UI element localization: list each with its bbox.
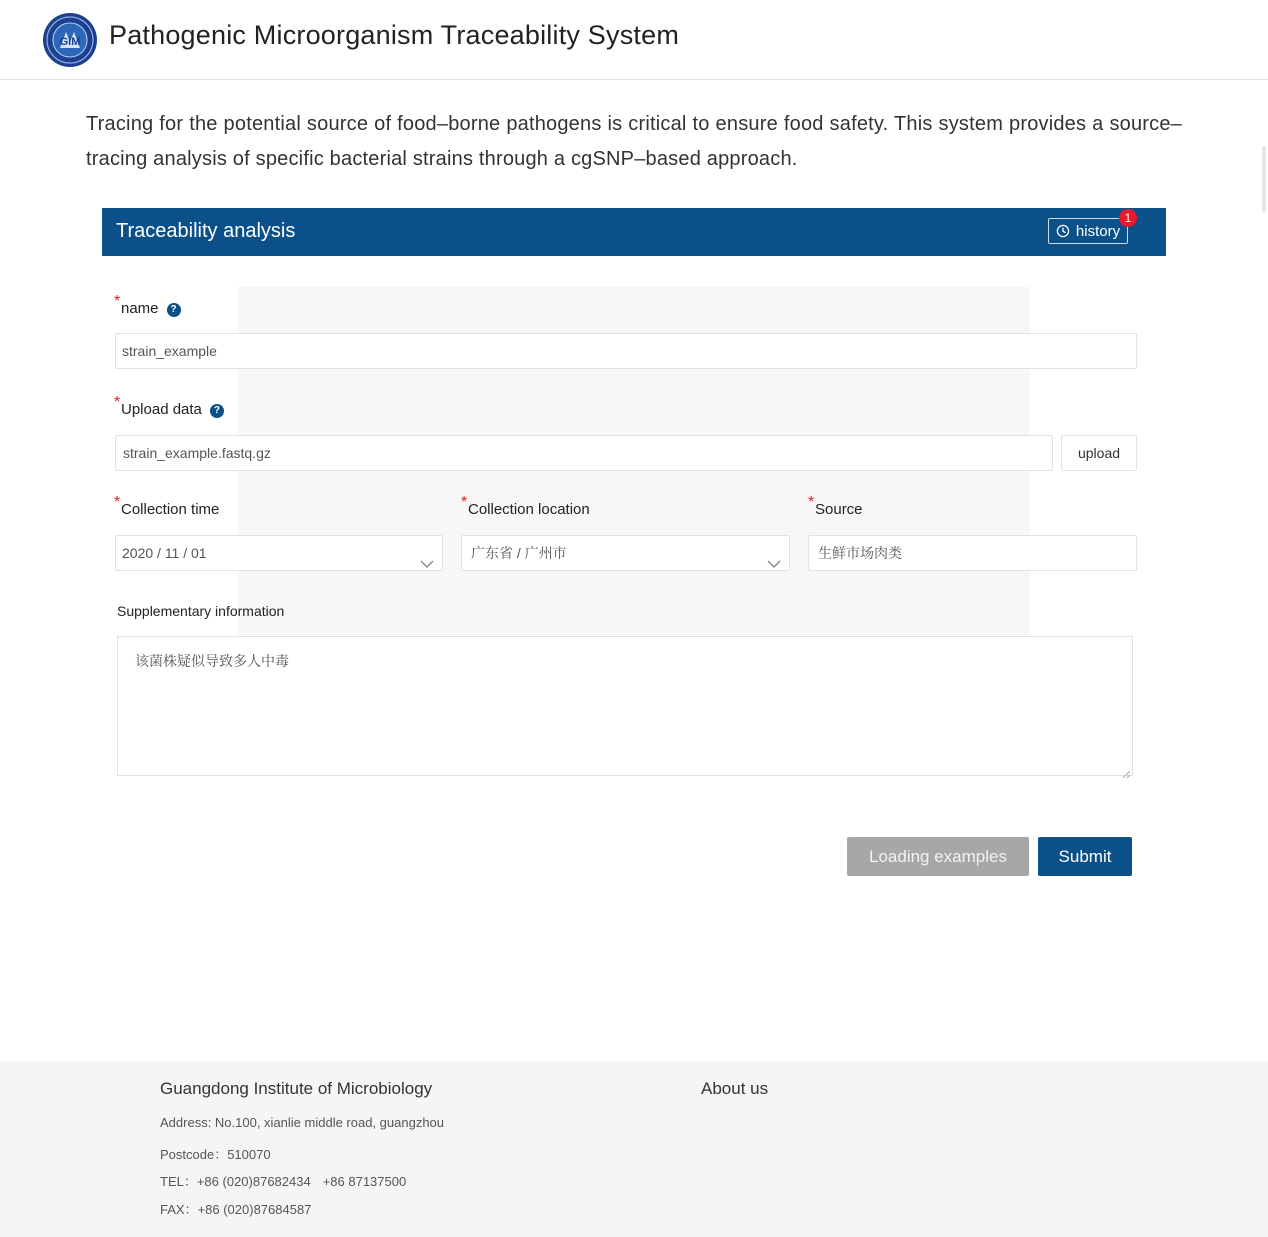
upload-label-text: Upload data — [121, 401, 202, 418]
footer-tel — [160, 1171, 406, 1190]
institute-logo-icon[interactable] — [42, 12, 98, 68]
collection-time-picker[interactable] — [115, 535, 443, 571]
supplementary-label: Supplementary information — [117, 603, 285, 619]
collection-time-label: Collection time — [121, 501, 220, 518]
name-label — [121, 300, 181, 317]
history-label: history — [1075, 222, 1121, 240]
panel-title: Traceability analysis — [116, 220, 296, 242]
history-count-badge: 1 — [1119, 209, 1137, 227]
footer-fax: FAX：+86 (020)87684587 — [160, 1202, 312, 1217]
supplementary-textarea[interactable] — [117, 636, 1133, 776]
chevron-down-icon — [420, 547, 432, 559]
name-help-icon[interactable]: ? — [167, 303, 181, 317]
clock-icon — [1056, 224, 1070, 238]
upload-label — [121, 401, 224, 418]
name-input[interactable]: strain_example — [115, 333, 1137, 369]
required-mark: * — [114, 394, 121, 411]
traceability-panel-header — [102, 208, 1166, 256]
submit-button[interactable]: Submit — [1038, 837, 1132, 876]
footer-address: Address: No.100, xianlie middle road, guangzhou — [160, 1115, 445, 1130]
source-label: Source — [815, 501, 863, 518]
upload-button[interactable]: upload — [1061, 435, 1137, 471]
site-footer — [0, 1061, 1268, 1237]
source-input[interactable]: 生鲜市场肉类 — [808, 535, 1137, 571]
collection-location-value: 广东省 / 广州市 — [471, 545, 567, 561]
collection-location-label: Collection location — [468, 501, 590, 518]
site-title: Pathogenic Microorganism Traceability System — [109, 20, 680, 50]
upload-help-icon[interactable]: ? — [210, 404, 224, 418]
collection-location-select[interactable] — [461, 535, 790, 571]
intro-text: Tracing for the potential source of food–borne pathogens is critical to ensure food safety. This system provides a source–tracing analysis of specific bacterial strains through a cgSNP–based approach. — [86, 113, 1182, 170]
name-label-text: name — [121, 300, 159, 317]
required-mark: * — [808, 494, 815, 511]
footer-org-name: Guangdong Institute of Microbiology — [160, 1079, 433, 1098]
footer-tel-secondary: +86 87137500 — [322, 1174, 407, 1189]
supplementary-value: 该菌株疑似导致多人中毒 — [135, 653, 289, 669]
collection-time-value: 2020 / 11 / 01 — [122, 545, 207, 561]
footer-postcode: Postcode：510070 — [160, 1147, 271, 1162]
footer-about-link[interactable]: About us — [701, 1079, 769, 1098]
footer-tel-primary: TEL：+86 (020)87682434 — [160, 1174, 311, 1189]
site-header — [0, 0, 1268, 80]
svg-text:GIM: GIM — [59, 36, 81, 48]
page-scrollbar[interactable] — [1262, 146, 1266, 212]
upload-file-input[interactable]: strain_example.fastq.gz — [115, 435, 1053, 471]
chevron-down-icon — [767, 547, 779, 559]
required-mark: * — [114, 494, 121, 511]
loading-examples-button[interactable]: Loading examples — [847, 837, 1029, 876]
required-mark: * — [461, 494, 468, 511]
resize-grip-icon[interactable] — [1122, 765, 1130, 773]
history-button[interactable] — [1048, 218, 1128, 244]
required-mark: * — [114, 293, 121, 310]
